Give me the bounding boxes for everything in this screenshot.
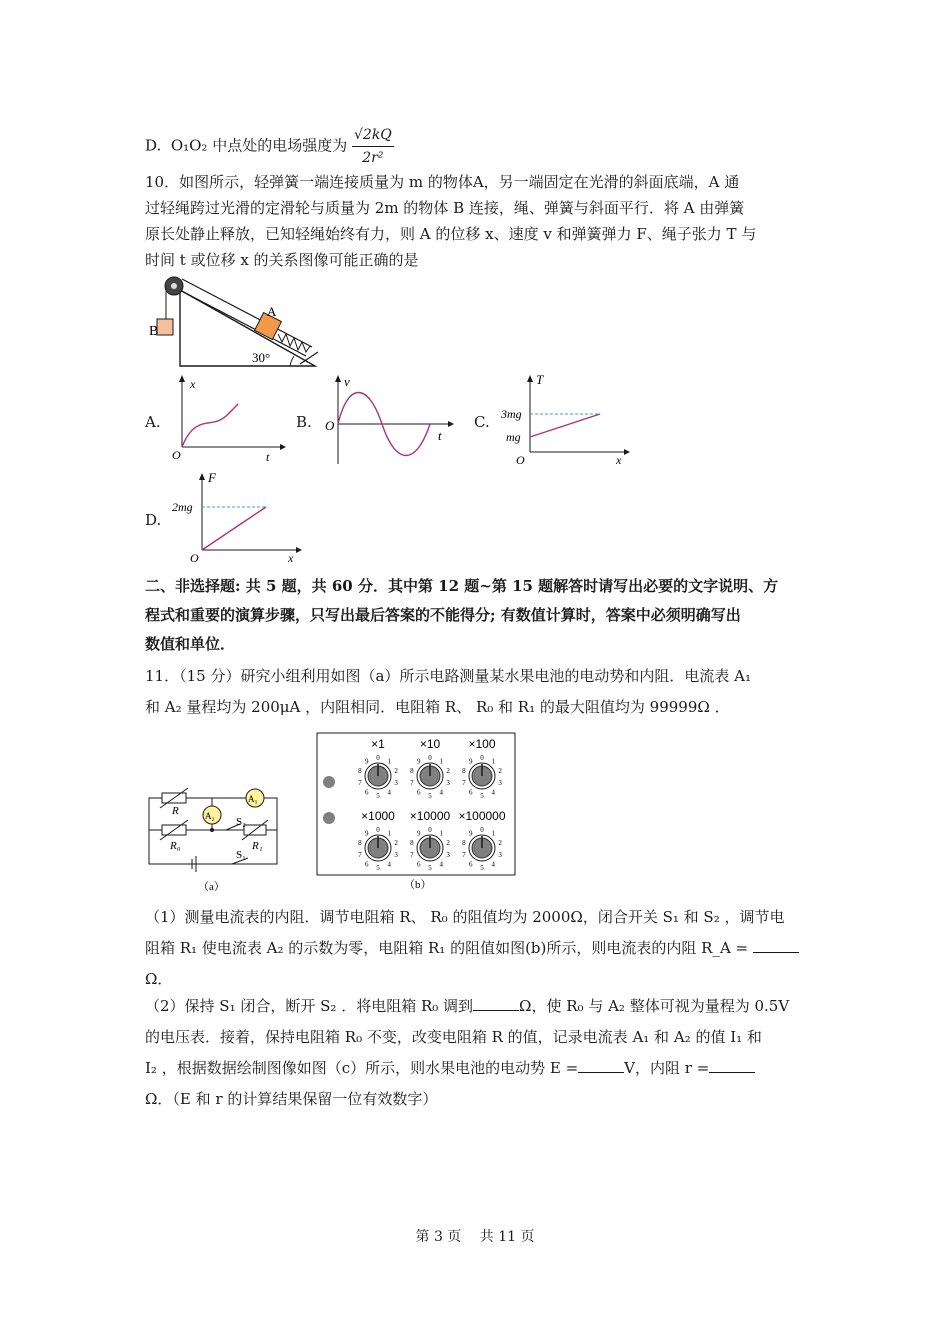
dial-digit: 5	[428, 864, 432, 872]
q11-p1-line-3: Ω．	[145, 970, 173, 988]
dial-multiplier: ×1000	[361, 809, 395, 823]
dial-multiplier: ×100000	[458, 809, 506, 823]
p2-text-c: I₂ ，根据数据绘制图像如图（c）所示，则水果电池的电动势 E =	[145, 1059, 579, 1077]
tick-high: 3mg	[501, 407, 522, 421]
q11-line-2: 和 A₂ 量程均为 200μA ，内阻相同．电阻箱 R、 R₀ 和 R₁ 的最大阻值均为 99999Ω ．	[145, 698, 730, 716]
label-b: B	[149, 324, 159, 339]
section2-line-3: 数值和单位．	[145, 635, 236, 653]
dial-digit: 0	[376, 754, 380, 762]
xlabel: x	[616, 453, 622, 467]
origin: O	[325, 418, 335, 433]
q11-p2-line-1	[145, 995, 789, 1017]
origin: O	[172, 448, 181, 462]
dial-digit: 0	[480, 754, 484, 762]
origin: O	[516, 453, 525, 467]
dial-digit: 4	[439, 860, 443, 869]
dial-digit: 1	[387, 829, 391, 838]
dial-digit: 5	[376, 792, 380, 800]
dial-digit: 3	[498, 778, 502, 787]
p2-text-a: （2）保持 S₁ 闭合，断开 S₂ ．将电阻箱 R₀ 调到	[145, 997, 474, 1015]
dial-digit: 6	[417, 860, 421, 869]
dial-digit: 0	[480, 826, 484, 834]
dial-digit: 2	[394, 839, 398, 848]
origin: O	[190, 551, 199, 565]
dial-digit: 9	[417, 829, 421, 838]
dial-digit: 8	[462, 839, 466, 848]
dial-multiplier: ×100	[468, 737, 496, 751]
dial-digit: 8	[358, 767, 362, 776]
p2-text-b: Ω，使 R₀ 与 A₂ 整体可视为量程为 0.5V	[519, 997, 790, 1015]
q11-p1-line-1: （1）测量电流表的内阻．调节电阻箱 R、 R₀ 的阻值均为 2000Ω，闭合开关 S₁ 和 S₂ ，调节电	[145, 908, 785, 926]
dial-digit: 8	[462, 767, 466, 776]
dial-digit: 5	[480, 864, 484, 872]
dial-digit: 5	[376, 864, 380, 872]
caption-b: （b）	[404, 879, 432, 891]
dial-digit: 6	[417, 788, 421, 797]
answer-blank	[709, 1058, 755, 1073]
dial-digit: 9	[365, 829, 369, 838]
fraction	[352, 124, 394, 169]
fraction-numerator: √2kQ	[352, 124, 394, 147]
answer-blank	[753, 938, 799, 953]
dial-digit: 7	[410, 850, 414, 859]
dial-multiplier: ×10	[419, 737, 441, 751]
q11-line-1: 11．（15 分）研究小组利用如图（a）所示电路测量某水果电池的电动势和内阻．电流表 A₁	[145, 667, 752, 685]
dial-digit: 2	[446, 767, 450, 776]
label-r: R	[172, 805, 179, 817]
tick-high: 2mg	[172, 500, 193, 514]
option-c-letter: C.	[474, 413, 490, 431]
dial-digit: 8	[358, 839, 362, 848]
label-a1: A₁	[248, 794, 258, 804]
dial-digit: 7	[358, 778, 362, 787]
dial-digit: 6	[469, 788, 473, 797]
ylabel: x	[190, 377, 196, 391]
label-a2: A₂	[205, 811, 215, 821]
section2-line-2: 程式和重要的演算步骤，只写出最后答案的不能得分; 有数值计算时，答案中必须明确写出	[145, 606, 741, 624]
dial-digit: 4	[491, 860, 495, 869]
dial-digit: 5	[428, 792, 432, 800]
p2-text-d: V，内阻 r =	[624, 1059, 710, 1077]
dial-digit: 9	[469, 829, 473, 838]
dial-digit: 1	[439, 829, 443, 838]
label-s1: S₁	[236, 849, 246, 861]
caption-a: （a）	[198, 881, 225, 893]
label-s2: S₂	[236, 816, 246, 828]
resistance-box	[316, 732, 516, 894]
dial-digit: 2	[498, 767, 502, 776]
dial-digit: 3	[446, 778, 450, 787]
dial-multiplier: ×10000	[409, 809, 451, 823]
dial-digit: 4	[439, 788, 443, 797]
ylabel: F	[208, 470, 216, 485]
dial-multiplier: ×1	[371, 737, 385, 751]
q9-option-d	[145, 124, 394, 169]
dial-digit: 8	[410, 767, 414, 776]
option-text: O₁O₂ 中点处的电场强度为	[170, 136, 348, 155]
circuit-figure	[140, 778, 290, 896]
q11-p2-line-2: 的电压表．接着，保持电阻箱 R₀ 不变，改变电阻箱 R 的值，记录电流表 A₁ 和 A₂ 的值 I₁ 和	[145, 1028, 762, 1046]
answer-blank	[473, 996, 519, 1011]
xlabel: t	[438, 428, 442, 443]
dial-digit: 3	[446, 850, 450, 859]
dial-digit: 3	[394, 850, 398, 859]
dial-digit: 2	[498, 839, 502, 848]
ylabel: T	[536, 372, 544, 387]
xlabel: x	[288, 551, 294, 565]
option-c-graph	[496, 372, 636, 467]
fraction-denominator: 2r²	[362, 150, 384, 166]
q10-line-2: 过轻绳跨过光滑的定滑轮与质量为 2m 的物体 B 连接，绳、弹簧与斜面平行．将 A 由弹簧	[145, 199, 745, 217]
option-d-graph	[168, 470, 308, 565]
ylabel: v	[344, 374, 350, 389]
dial-digit: 9	[365, 757, 369, 766]
option-b-graph	[320, 372, 460, 467]
dial-digit: 0	[376, 826, 380, 834]
option-b-letter: B.	[296, 413, 312, 431]
section2-line-1: 二、非选择题: 共 5 题，共 60 分．其中第 12 题~第 15 题解答时请写出必要的文字说明、方	[145, 577, 779, 595]
label-a: A	[267, 304, 277, 319]
dial-digit: 1	[439, 757, 443, 766]
dial-digit: 6	[365, 860, 369, 869]
dial-digit: 0	[428, 826, 432, 834]
incline-figure	[140, 274, 330, 374]
q10-line-3: 原长处静止释放，已知轻绳始终有力，则 A 的位移 x、速度 v 和弹簧弹力 F、绳子张力 T 与	[145, 225, 757, 243]
dial-digit: 7	[358, 850, 362, 859]
option-a-letter: A.	[145, 413, 161, 431]
dial-digit: 6	[469, 860, 473, 869]
dial-digit: 2	[394, 767, 398, 776]
dial-digit: 9	[469, 757, 473, 766]
q10-line-4: 时间 t 或位移 x 的关系图像可能正确的是	[145, 251, 419, 269]
p1-text: 阻箱 R₁ 使电流表 A₂ 的示数为零，电阻箱 R₁ 的阻值如图(b)所示，则电流表的内阻 R_A =	[145, 939, 749, 957]
label-r1: R₁	[252, 840, 263, 852]
dial-digit: 0	[428, 754, 432, 762]
dial-digit: 7	[462, 850, 466, 859]
q10-line-1: 10．如图所示，轻弹簧一端连接质量为 m 的物体A，另一端固定在光滑的斜面底端，A 通	[145, 173, 740, 191]
option-d-letter: D.	[145, 511, 162, 529]
q11-p2-line-3	[145, 1057, 755, 1079]
option-letter: D.	[145, 136, 162, 155]
dial-digit: 7	[462, 778, 466, 787]
dial-digit: 7	[410, 778, 414, 787]
dial-digit: 3	[394, 778, 398, 787]
dial-digit: 4	[491, 788, 495, 797]
dial-digit: 5	[480, 792, 484, 800]
dial-digit: 1	[387, 757, 391, 766]
dial-digit: 6	[365, 788, 369, 797]
dial-digit: 9	[417, 757, 421, 766]
label-r0: R₀	[170, 840, 181, 852]
tick-low: mg	[506, 430, 521, 444]
dial-digit: 1	[491, 757, 495, 766]
page-footer: 第 3 页 共 11 页	[415, 1229, 535, 1245]
answer-blank	[578, 1058, 624, 1073]
xlabel: t	[266, 450, 270, 464]
dial-digit: 4	[387, 788, 391, 797]
q11-p1-line-2	[145, 937, 799, 959]
option-a-graph	[168, 372, 288, 464]
dial-digit: 8	[410, 839, 414, 848]
dial-digit: 2	[446, 839, 450, 848]
dial-digit: 3	[498, 850, 502, 859]
angle-label: 30°	[252, 350, 271, 365]
dial-digit: 1	[491, 829, 495, 838]
dial-digit: 4	[387, 860, 391, 869]
q11-p2-line-4: Ω．（E 和 r 的计算结果保留一位有效数字）	[145, 1090, 438, 1108]
